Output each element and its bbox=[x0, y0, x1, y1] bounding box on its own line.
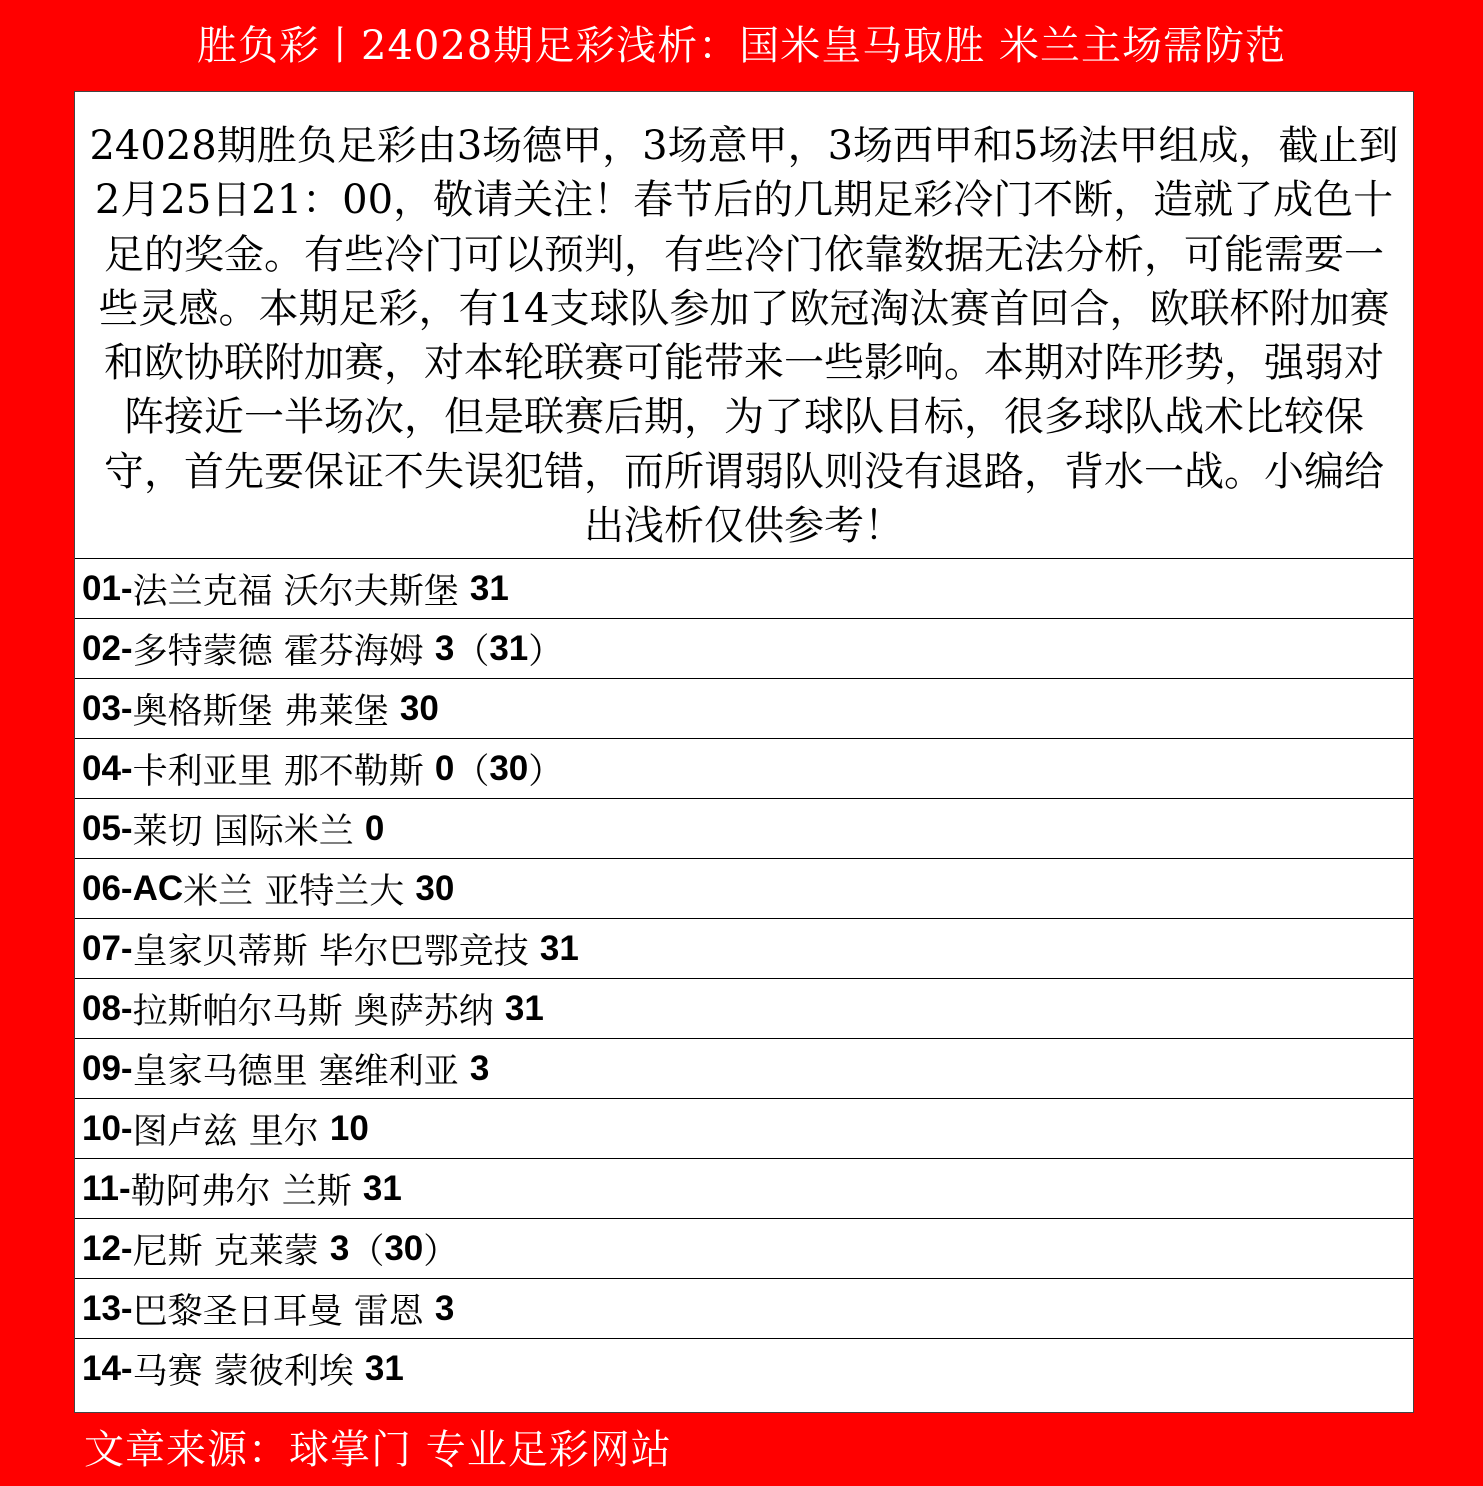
match-row bbox=[75, 979, 1413, 1039]
match-teams: 皇家马德里 塞维利亚 bbox=[132, 1051, 470, 1092]
match-row bbox=[75, 1219, 1413, 1279]
match-pick: 31 bbox=[364, 1349, 404, 1388]
match-pick: 3 bbox=[469, 1048, 490, 1088]
match-teams: 巴黎圣日耳曼 雷恩 bbox=[132, 1291, 435, 1332]
match-number: 03- bbox=[82, 688, 133, 728]
match-teams: 多特蒙德 霍芬海姆 bbox=[132, 631, 435, 672]
content-panel bbox=[74, 91, 1414, 1413]
match-number: 05- bbox=[82, 808, 133, 848]
match-pick: 31 bbox=[362, 1168, 402, 1208]
match-row bbox=[75, 679, 1413, 739]
match-teams: 图卢兹 里尔 bbox=[132, 1111, 330, 1152]
match-teams: 法兰克福 沃尔夫斯堡 bbox=[132, 571, 470, 612]
alt-open-paren: （ bbox=[454, 751, 490, 792]
match-number: 14- bbox=[82, 1349, 133, 1388]
match-row bbox=[75, 619, 1413, 679]
match-teams: 尼斯 克莱蒙 bbox=[132, 1231, 330, 1272]
match-row bbox=[75, 799, 1413, 859]
match-teams: 米兰 亚特兰大 bbox=[183, 871, 416, 912]
match-pick: 10 bbox=[329, 1108, 369, 1148]
match-number: 09- bbox=[82, 1048, 133, 1088]
match-number: 08- bbox=[82, 988, 133, 1028]
alt-close-paren: ） bbox=[528, 751, 564, 792]
match-number: 04- bbox=[82, 748, 133, 788]
match-pick: 3 bbox=[329, 1228, 350, 1268]
match-number: 02- bbox=[82, 628, 133, 668]
match-number: 07- bbox=[82, 928, 133, 968]
match-row bbox=[75, 1039, 1413, 1099]
match-teams: 马赛 蒙彼利埃 bbox=[132, 1352, 365, 1392]
match-pick: 31 bbox=[539, 928, 579, 968]
match-row bbox=[75, 919, 1413, 979]
match-pick: 31 bbox=[469, 568, 509, 608]
match-pick: 3 bbox=[434, 1288, 455, 1328]
match-pick: 3 bbox=[434, 628, 455, 668]
intro-paragraph: 24028期胜负足彩由3场德甲，3场意甲，3场西甲和5场法甲组成，截止到2月25日21：00，敬请关注！春节后的几期足彩冷门不断，造就了成色十足的奖金。有些冷门可以预判，有些冷门依靠数据无法分析，可能需要一些灵感。本期足彩，有14支球队参加了欧冠淘汰赛首回合，欧联杯附加赛和欧协联附加赛，对本轮联赛可能带来一些影响。本期对阵形势，强弱对阵接近一半场次，但是联赛后期，为了球队目标，很多球队战术比较保守，首先要保证不失误犯错，而所谓弱队则没有退路，背水一战。小编给出浅析仅供参考！ bbox=[75, 92, 1413, 559]
source-footer: 文章来源：球掌门 专业足彩网站 bbox=[84, 1427, 672, 1473]
match-row bbox=[75, 1339, 1413, 1399]
match-row bbox=[75, 1279, 1413, 1339]
match-alt-pick: 30 bbox=[489, 748, 529, 788]
alt-open-paren: （ bbox=[349, 1231, 385, 1272]
match-pick: 0 bbox=[364, 808, 385, 848]
match-row bbox=[75, 1099, 1413, 1159]
match-pick: 31 bbox=[504, 988, 544, 1028]
match-alt-pick: 30 bbox=[384, 1228, 424, 1268]
page-title: 胜负彩丨24028期足彩浅析：国米皇马取胜 米兰主场需防范 bbox=[197, 23, 1286, 69]
match-teams: 莱切 国际米兰 bbox=[132, 811, 365, 852]
match-number: 06-AC bbox=[82, 868, 184, 908]
match-teams: 勒阿弗尔 兰斯 bbox=[130, 1171, 363, 1212]
match-number: 12- bbox=[82, 1228, 133, 1268]
match-teams: 卡利亚里 那不勒斯 bbox=[132, 751, 435, 792]
match-number: 10- bbox=[82, 1108, 133, 1148]
match-number: 01- bbox=[82, 568, 133, 608]
match-teams: 奥格斯堡 弗莱堡 bbox=[132, 691, 400, 732]
match-list bbox=[75, 559, 1413, 1399]
match-number: 11- bbox=[82, 1168, 131, 1208]
match-pick: 0 bbox=[434, 748, 455, 788]
alt-close-paren: ） bbox=[528, 631, 564, 672]
match-row bbox=[75, 559, 1413, 619]
match-teams: 皇家贝蒂斯 毕尔巴鄂竞技 bbox=[132, 931, 540, 972]
alt-close-paren: ） bbox=[423, 1231, 459, 1272]
match-pick: 30 bbox=[415, 868, 455, 908]
match-number: 13- bbox=[82, 1288, 133, 1328]
match-pick: 30 bbox=[399, 688, 439, 728]
match-teams: 拉斯帕尔马斯 奥萨苏纳 bbox=[132, 991, 505, 1032]
match-row bbox=[75, 739, 1413, 799]
match-row bbox=[75, 1159, 1413, 1219]
match-alt-pick: 31 bbox=[489, 628, 529, 668]
match-row bbox=[75, 859, 1413, 919]
alt-open-paren: （ bbox=[454, 631, 490, 672]
